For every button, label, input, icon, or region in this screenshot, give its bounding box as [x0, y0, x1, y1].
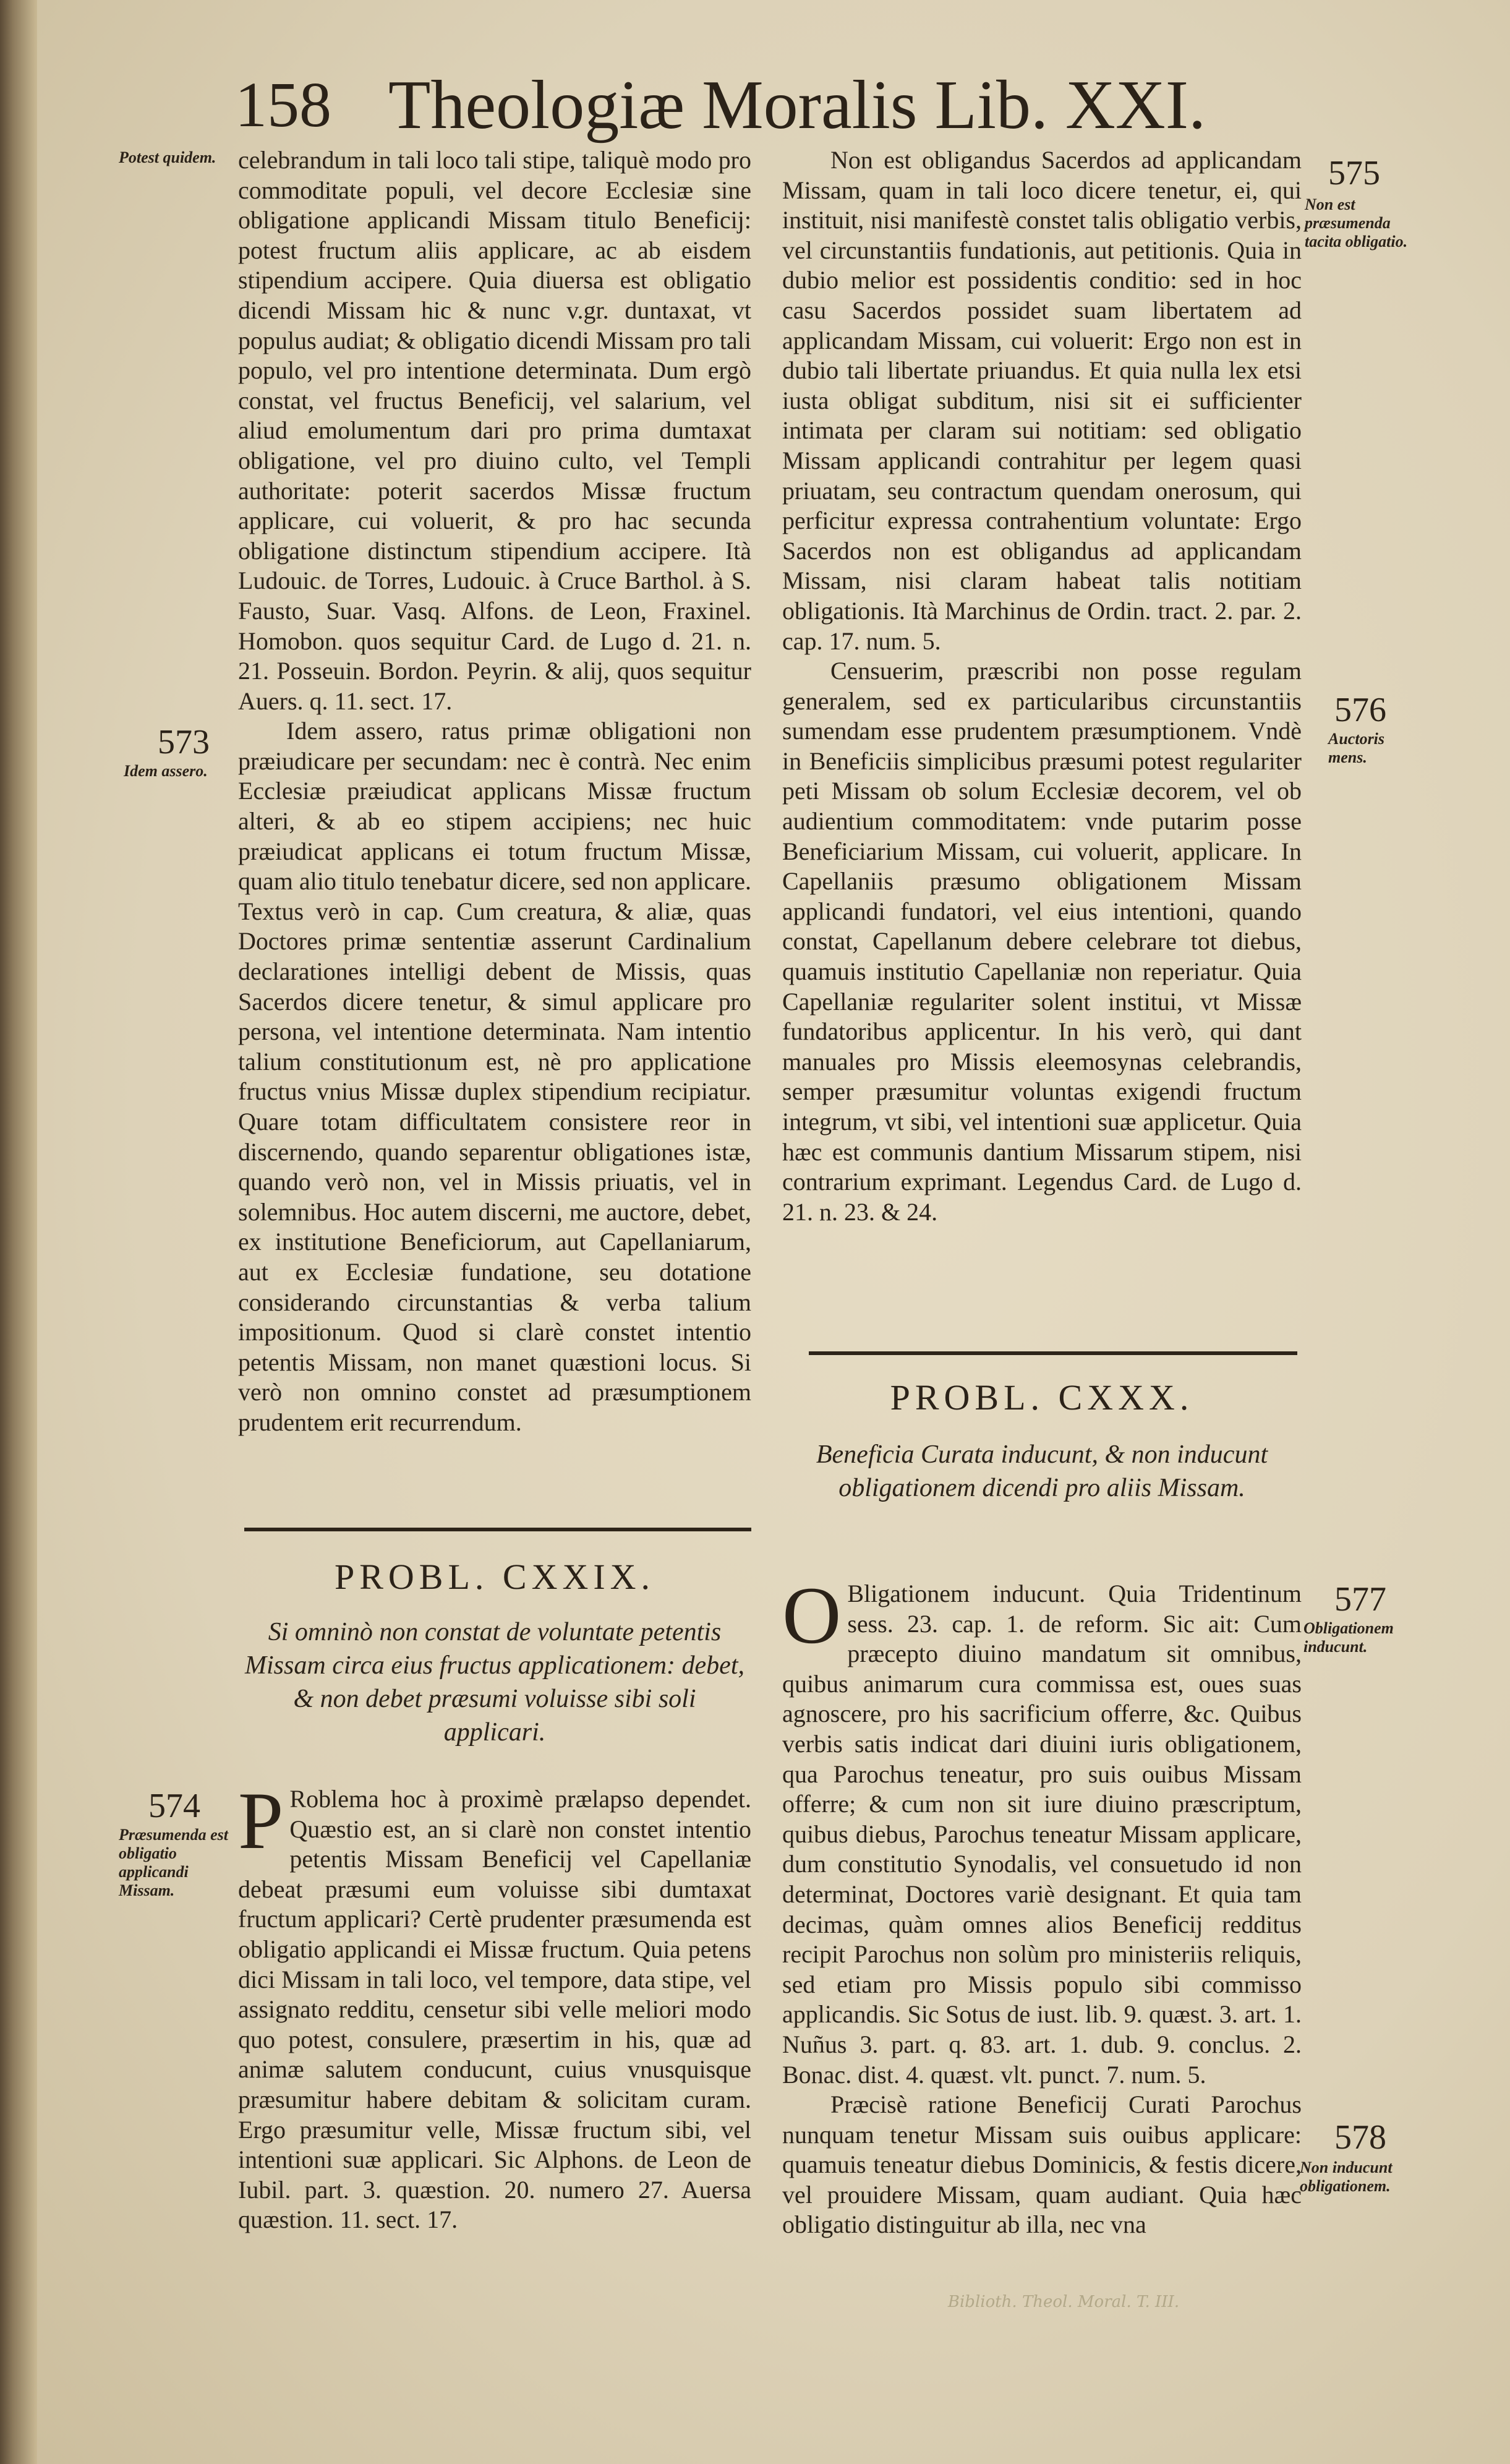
margin-number-575: 575	[1328, 154, 1380, 192]
margin-note-idem: Idem assero.	[124, 762, 208, 780]
paragraph: celebrandum in tali loco tali stipe, taliquè modo pro commoditate populi, vel decore Ecclesiæ sine obligatione applicandi Missam titulo Beneficij: potest fructum aliis applicare, ac ab eisdem stipendium accipere. Quia diuersa est obligatio dicendi Missam hic & nunc v.gr. duntaxat, vt populus audiat; & obligatio dicendi Missam pro tali populo, vel pro intentione determinata. Dum ergò constat, vel fructus Beneficij, vel salarium, vel aliud emolumentum dari pro prima dumtaxat obligatione, vel pro diuino culto, vel Templi authoritate: poterit sacerdos Missæ fructum applicare, cui voluerit, & pro hac secunda obligatione distinctum stipendium accipere. Ità Ludouic. de Torres, Ludouic. à Cruce Barthol. à S. Fausto, Suar. Vasq. Alfons. de Leon, Fraxinel. Homobon. quos sequitur Card. de Lugo d. 21. n. 21. Posseuin. Bordon. Peyrin. & alij, quos sequitur Auers. q. 11. sect. 17.	[238, 146, 751, 715]
margin-number-578: 578	[1334, 2118, 1386, 2157]
right-column-text-bottom	[782, 1570, 1302, 2240]
running-header	[235, 59, 1224, 152]
problem-title-129: Si omninò non constat de voluntate petentis Missam circa eius fructus applicationem: debet, & non debet præsumi voluisse sibi soli applicari.	[245, 1618, 744, 1747]
margin-note-non-est: Non est præsumenda tacita obligatio.	[1305, 195, 1408, 250]
margin-number-574: 574	[148, 1787, 200, 1825]
paragraph-574: Roblema hoc à proximè prælapso dependet. Quæstio est, an si clarè non constet intentio petentis Missam Beneficij vel Capellaniæ debeat præsumi eum voluisse sibi dumtaxat fructum applicari? Certè prudenter præsumenda est obligatio applicandi ei Missæ fructum. Quia petens dici Missam in tali loco, vel tempore, data stipe, vel assignato redditu, censetur sibi velle meliori modo quo potest, consulere, præsertim in his, quæ ad animæ salutem conducunt, cuius vnusquisque præsumitur habere debitam & solicitam curam. Ergo præsumitur velle, Missæ fructum sibi, vel intentioni suæ applicari. Sic Alphons. de Leon de Iubil. part. 3. quæstion. 20. numero 27. Auersa quæstion. 11. sect. 17.	[238, 1785, 751, 2234]
drop-cap: O	[782, 1570, 842, 1661]
paragraph-576: Censuerim, præscribi non posse regulam generalem, sed ex particularibus circunstantiis sumendam esse prudentem præsumptionem. Vndè in Beneficiis simplicibus præsumi potest regulariter peti Missam ob solum Ecclesiæ decorem, vel ob audientium commoditatem: vnde putarim posse Beneficiarium Missam, cui voluerit, applicare. In Capellaniis præsumo obligationem Missam applicandi fundatori, vel eius intentioni, quando constat, Capellanum debere celebrare tot diebus, quamuis institutio Capellaniæ non reperiatur. Quia Capellaniæ regulariter solent institui, vt Missæ fundatoribus applicentur. In his verò, qui dant manuales pro Missis eleemosynas celebrandis, semper præsumitur voluntas exigendi fructum integrum, vt sibi, vel intentioni suæ applicetur. Quia hæc est communis dantium Missarum stipem, nisi contrarium exprimant. Legendus Card. de Lugo d. 21. n. 23. & 24.	[782, 657, 1302, 1226]
page-title: Theologiæ Moralis Lib. XXI.	[388, 67, 1206, 143]
paragraph-573: Idem assero, ratus primæ obligationi non præiudicare per secundam: nec è contrà. Nec enim Ecclesiæ præiudicat applicans Missæ fructum alteri, & ab eo stipem accipiens; nec huic præiudicat applicans ei totum fructum Missæ, quam alio titulo tenebatur dicere, sed non applicare. Textus verò in cap. Cum creatura, & aliæ, quas Doctores primæ sententiæ asserunt Cardinalium declarationes intelligi debent de Missis, quas Sacerdos dicere tenetur, & simul applicare pro persona, vel intentione determinata. Nam intentio talium constitutionum est, nè pro applicatione fructus vnius Missæ duplex stipendium recipiatur. Quare totam difficultatem consistere reor in discernendo, quando separentur obligationes istæ, quando verò non, vel in Missis priuatis, vel in solemnibus. Hoc autem discerni, me auctore, debet, ex institutione Beneficiorum, aut Capellaniarum, aut ex Ecclesiæ fundatione, seu dotatione considerando circunstantias & verba talium impositionum. Quod si clarè constet intentio petentis Missam, non manet quæstioni locus. Si verò non omnino constet ad præsumptionem prudentem erit recurrendum.	[238, 717, 751, 1436]
problem-heading-130: PROBL. CXXX.	[890, 1377, 1194, 1418]
paragraph-578: Præcisè ratione Beneficij Curati Parochus nunquam tenetur Missam suis ouibus applicare: quamuis teneatur diebus Dominicis, & festis dicere, vel prouidere Missam, quam audiant. Quia hæc obligatio distinguitur ab illa, nec vna	[782, 2090, 1302, 2239]
section-rule	[244, 1528, 751, 1531]
drop-cap: P	[238, 1775, 284, 1866]
page-number: 158	[235, 69, 331, 140]
paragraph-577: Bligationem inducunt. Quia Tridentinum sess. 23. cap. 1. de reform. Sic ait: Cum præcepto diuino mandatum sit omnibus, quibus animarum cura commissa est, oues suas agnoscere, pro his sacrificium offerre, &c. Quibus verbis satis indicat dari diuini iuris obligationem, qua Parochus teneatur, pro suis ouibus Missam offerre; & cum non sit iure diuino præscriptum, quibus diebus, Parochus teneatur Missam applicare, dum constitutio Synodalis, vel consuetudo id non determinat, Doctores variè designant. Et quia tam decimas, quàm omnes alios Beneficij redditus recipit Parochus non solùm pro ministeriis reliquis, sed etiam pro Missis populo sibi commisso applicandis. Sic Sotus de iust. lib. 9. quæst. 3. art. 1. Nuñus 3. part. q. 83. art. 1. dub. 9. conclus. 2. Bonac. dist. 4. quæst. vlt. punct. 7. num. 5.	[782, 1580, 1302, 2089]
margin-note-obligationem: Obligationem inducunt.	[1303, 1619, 1394, 1656]
library-stamp: Biblioth. Theol. Moral. T. III.	[947, 2293, 1180, 2311]
margin-number-576: 576	[1334, 691, 1386, 729]
margin-note-non-inducunt: Non inducunt obligationem.	[1300, 2158, 1393, 2195]
margin-number-577: 577	[1334, 1580, 1386, 1619]
margin-note-praesumenda: Præsumenda est obligatio applicandi Missam.	[119, 1826, 228, 1899]
problem-title-130: Beneficia Curata inducunt, & non inducunt obligationem dicendi pro aliis Missam.	[816, 1440, 1268, 1502]
book-spine-shadow	[0, 0, 37, 2464]
left-column-text-top	[238, 145, 751, 1438]
margin-note-auctoris: Auctoris mens.	[1328, 730, 1385, 766]
right-column-text-top	[782, 145, 1302, 1227]
left-column-text-bottom	[238, 1775, 751, 2235]
problem-heading-129: PROBL. CXXIX.	[334, 1557, 655, 1597]
margin-number-573: 573	[158, 723, 210, 761]
section-rule	[809, 1351, 1297, 1355]
paragraph-575: Non est obligandus Sacerdos ad applicandam Missam, quam in tali loco dicere tenetur, ei, qui instituit, nisi manifestè constet talis obligatio verbis, vel circunstantiis fundationis, aut petitionis. Quia in dubio melior est possidentis conditio: sed in hoc casu Sacerdos possidet suam libertatem ad applicandam Missam, cui voluerit: Ergo non est in dubio tali libertate priuandus. Et quia nulla lex etsi iusta obligat subditum, nisi sit ei sufficienter intimata per claram sui notitiam: sed obligatio Missam applicandi contrahitur per legem quasi priuatam, seu contractum quendam onerosum, qui perficitur expressa contrahentium voluntate: Ergo Sacerdos non est obligandus ad applicandam Missam, nisi claram habeat talis notitiam obligationis. Ità Marchinus de Ordin. tract. 2. par. 2. cap. 17. num. 5.	[782, 146, 1302, 655]
margin-note-potest: Potest quidem.	[119, 148, 216, 166]
